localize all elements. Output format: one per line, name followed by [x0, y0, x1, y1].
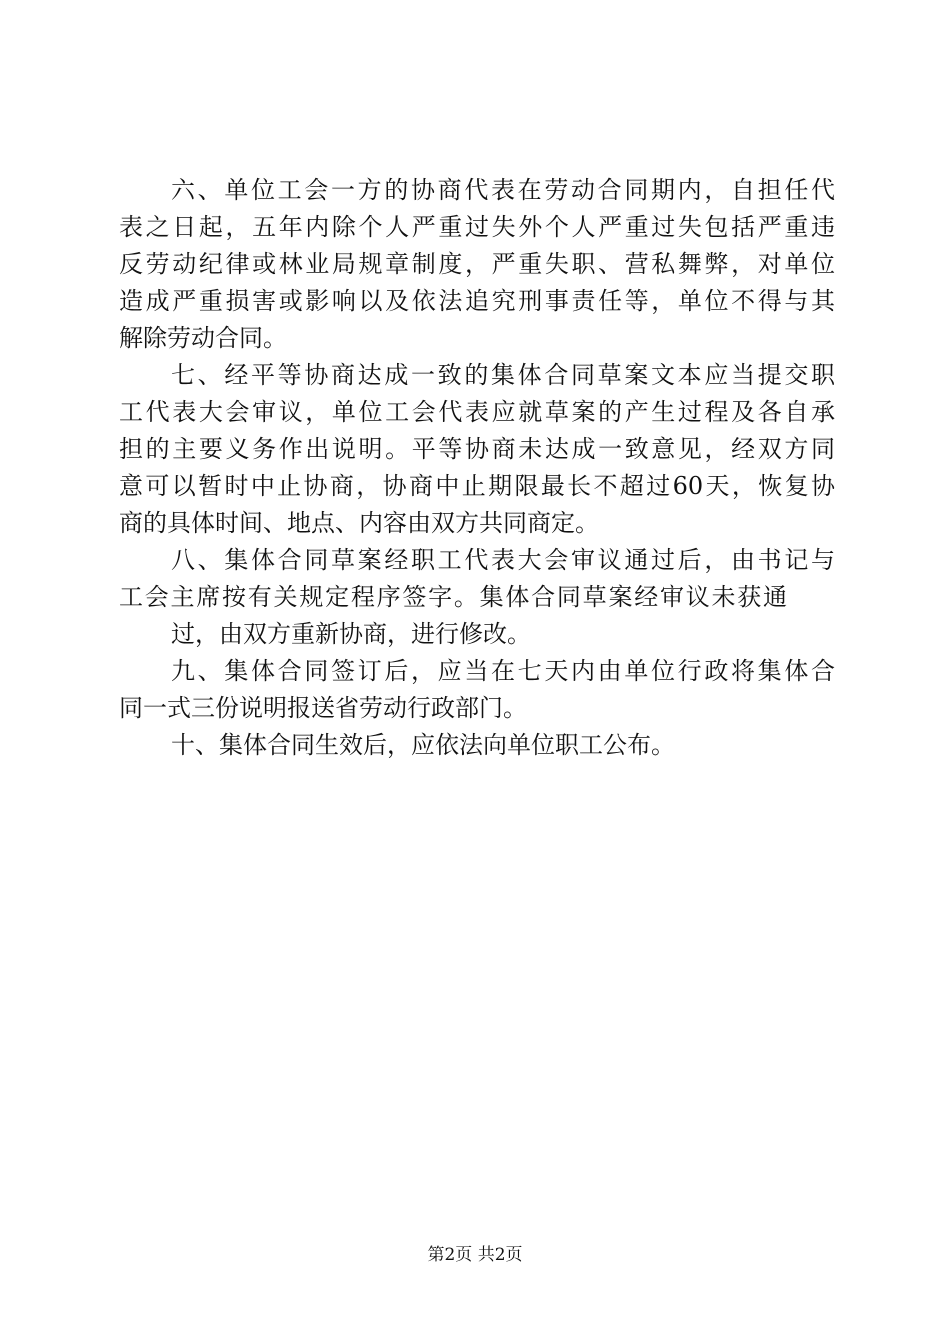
paragraph-6-line-5: 解除劳动合同。: [119, 324, 287, 352]
paragraph-7-line-2: 工代表大会审议，单位工会代表应就草案的产生过程及各自承: [119, 398, 835, 426]
paragraph-6-line-1: 六、单位工会一方的协商代表在劳动合同期内，自担任代: [171, 176, 835, 204]
paragraph-6-line-3: 反劳动纪律或林业局规章制度，严重失职、营私舞弊，对单位: [119, 250, 835, 278]
paragraph-9-line-1: 九、集体合同签订后，应当在七天内由单位行政将集体合: [171, 657, 835, 685]
paragraph-7-line-3: 担的主要义务作出说明。平等协商未达成一致意见，经双方同: [119, 435, 835, 463]
page-number-footer: 第2页 共2页: [427, 1245, 523, 1265]
paragraph-9-line-2: 同一式三份说明报送省劳动行政部门。: [119, 694, 527, 722]
paragraph-10-line-1: 十、集体合同生效后，应依法向单位职工公布。: [171, 731, 675, 759]
paragraph-6-line-2: 表之日起，五年内除个人严重过失外个人严重过失包括严重违: [119, 213, 835, 241]
document-body: [119, 172, 835, 764]
paragraph-8-line-1: 八、集体合同草案经职工代表大会审议通过后，由书记与: [171, 546, 835, 574]
paragraph-6-line-4: 造成严重损害或影响以及依法追究刑事责任等，单位不得与其: [119, 287, 835, 315]
paragraph-7-line-1: 七、经平等协商达成一致的集体合同草案文本应当提交职: [171, 361, 835, 389]
paragraph-7-line-4: 意可以暂时中止协商，协商中止期限最长不超过60天，恢复协: [119, 472, 835, 500]
paragraph-8-line-3: 过，由双方重新协商，进行修改。: [171, 620, 531, 648]
paragraph-8-line-2: 工会主席按有关规定程序签字。集体合同草案经审议未获通: [119, 583, 787, 611]
paragraph-7-line-5: 商的具体时间、地点、内容由双方共同商定。: [119, 509, 599, 537]
